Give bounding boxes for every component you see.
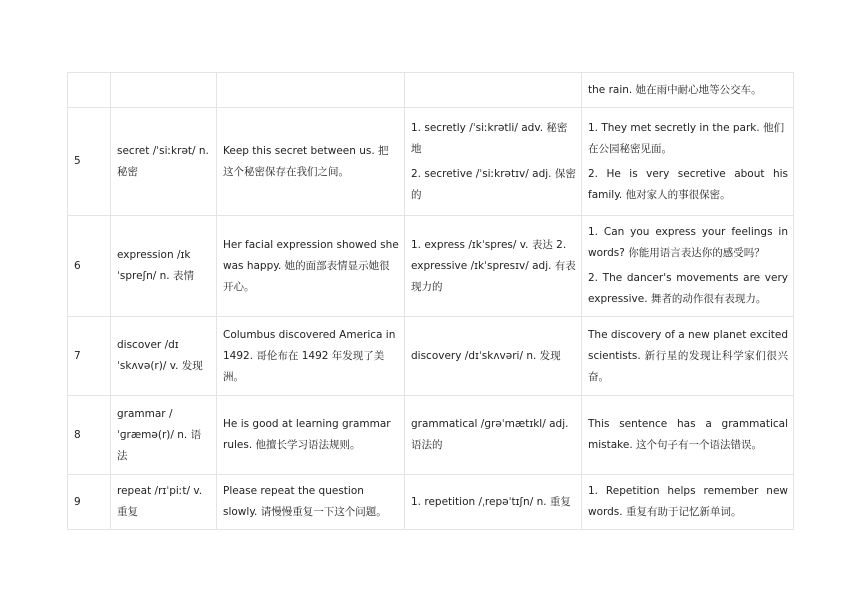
word-entry: grammar /ˈɡræmə(r)/ n. 语法 bbox=[111, 396, 217, 475]
derivative-example-line: the rain. 她在雨中耐心地等公交车。 bbox=[588, 83, 762, 96]
table-row bbox=[68, 73, 794, 108]
derivative-example-line: 1. They met secretly in the park. 他们在公园秘密见面。 bbox=[588, 121, 785, 155]
table-row bbox=[68, 317, 794, 396]
derivative-words bbox=[405, 216, 582, 317]
word-entry bbox=[111, 73, 217, 108]
derivative-word-line: 1. secretly /ˈsiːkrətli/ adv. 秘密地 bbox=[411, 121, 568, 155]
word-entry: repeat /rɪˈpiːt/ v. 重复 bbox=[111, 475, 217, 530]
example-sentence: Please repeat the question slowly. 请慢慢重复一下这个问题。 bbox=[217, 475, 405, 530]
derivative-example-line: 1. Repetition helps remember new words. 重复有助于记忆新单词。 bbox=[588, 485, 788, 518]
vocabulary-table bbox=[67, 72, 794, 530]
table-row bbox=[68, 396, 794, 475]
table-row bbox=[68, 475, 794, 530]
word-number: 9 bbox=[68, 475, 111, 530]
derivative-words bbox=[405, 73, 582, 108]
example-sentence: Her facial expression showed she was happy. 她的面部表情显示她很开心。 bbox=[217, 216, 405, 317]
word-number: 8 bbox=[68, 396, 111, 475]
word-number: 7 bbox=[68, 317, 111, 396]
example-sentence: He is good at learning grammar rules. 他擅长学习语法规则。 bbox=[217, 396, 405, 475]
derivative-examples bbox=[582, 396, 794, 475]
derivative-words bbox=[405, 317, 582, 396]
derivative-words bbox=[405, 108, 582, 216]
word-entry: expression /ɪkˈspreʃn/ n. 表情 bbox=[111, 216, 217, 317]
derivative-word-line: 1. express /ɪkˈspres/ v. 表达 2. expressive /ɪkˈspresɪv/ adj. 有表现力的 bbox=[411, 238, 576, 293]
word-entry: discover /dɪˈskʌvə(r)/ v. 发现 bbox=[111, 317, 217, 396]
derivative-word-line: grammatical /ɡrəˈmætɪkl/ adj. 语法的 bbox=[411, 418, 569, 451]
word-number bbox=[68, 73, 111, 108]
example-sentence: Keep this secret between us. 把这个秘密保存在我们之间。 bbox=[217, 108, 405, 216]
word-entry: secret /ˈsiːkrət/ n. 秘密 bbox=[111, 108, 217, 216]
derivative-examples bbox=[582, 73, 794, 108]
derivative-word-line: 1. repetition /ˌrepəˈtɪʃn/ n. 重复 bbox=[411, 495, 571, 508]
word-number: 6 bbox=[68, 216, 111, 317]
derivative-examples bbox=[582, 216, 794, 317]
derivative-examples bbox=[582, 317, 794, 396]
derivative-word-line: discovery /dɪˈskʌvəri/ n. 发现 bbox=[411, 349, 561, 362]
derivative-words bbox=[405, 475, 582, 530]
table-row bbox=[68, 108, 794, 216]
derivative-example-line: The discovery of a new planet excited scientists. 新行星的发现让科学家们很兴奋。 bbox=[588, 328, 788, 383]
example-sentence bbox=[217, 73, 405, 108]
derivative-example-line: 2. He is very secretive about his family. 他对家人的事很保密。 bbox=[588, 167, 788, 201]
derivative-example-line: 2. The dancer's movements are very expressive. 舞者的动作很有表现力。 bbox=[588, 272, 788, 305]
derivative-examples bbox=[582, 108, 794, 216]
example-sentence: Columbus discovered America in 1492. 哥伦布在 1492 年发现了美洲。 bbox=[217, 317, 405, 396]
word-number: 5 bbox=[68, 108, 111, 216]
derivative-example-line: 1. Can you express your feelings in words? 你能用语言表达你的感受吗？ bbox=[588, 226, 788, 259]
derivative-word-line: 2. secretive /ˈsiːkrətɪv/ adj. 保密的 bbox=[411, 167, 576, 201]
table-row bbox=[68, 216, 794, 317]
derivative-words bbox=[405, 396, 582, 475]
derivative-example-line: This sentence has a grammatical mistake. 这个句子有一个语法错误。 bbox=[588, 418, 788, 451]
derivative-examples bbox=[582, 475, 794, 530]
